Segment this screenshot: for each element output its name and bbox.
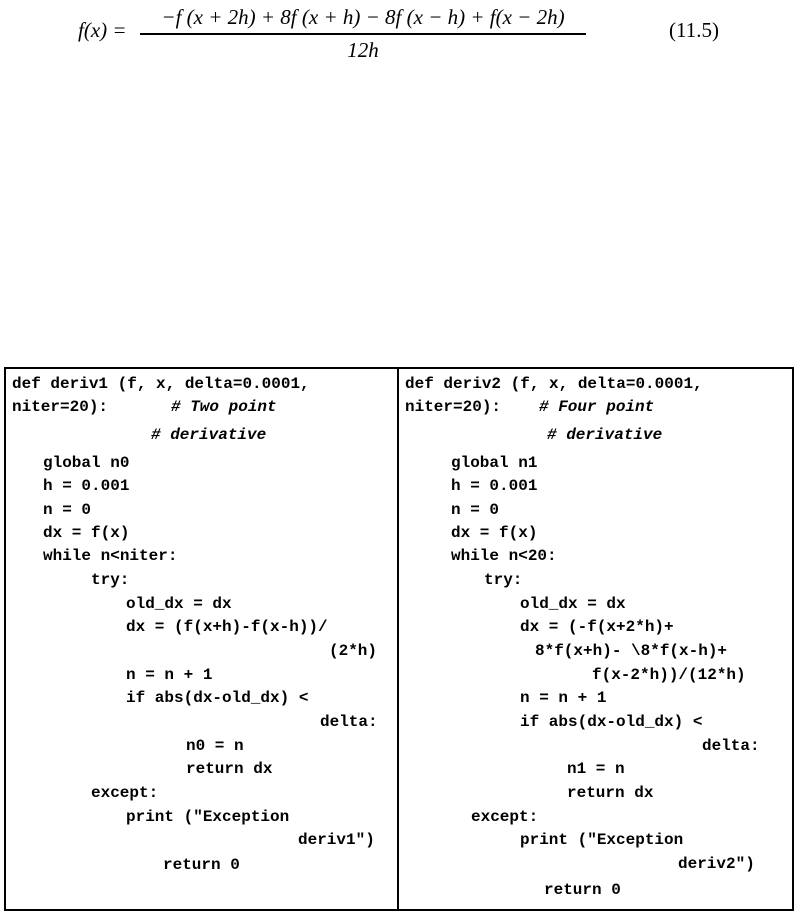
code-line: print ("Exception <box>520 831 684 849</box>
code-line: global n0 <box>43 454 130 472</box>
code-line: n = 0 <box>43 501 92 519</box>
code-line: deriv1") <box>298 831 375 849</box>
code-line: delta: <box>320 713 378 731</box>
code-line: old_dx = dx <box>520 595 626 613</box>
code-line: h = 0.001 <box>451 477 538 495</box>
code-comment: # derivative <box>151 426 267 444</box>
code-comment: # derivative <box>547 426 663 444</box>
code-line: def deriv1 (f, x, delta=0.0001, <box>12 375 310 393</box>
code-line: (2*h) <box>329 642 378 660</box>
code-line: return dx <box>567 784 654 802</box>
code-line: n = 0 <box>451 501 500 519</box>
code-line: return dx <box>186 760 273 778</box>
code-line: dx = f(x) <box>43 524 130 542</box>
code-line: try: <box>484 571 523 589</box>
code-line: n = n + 1 <box>126 666 213 684</box>
code-line: n = n + 1 <box>520 689 607 707</box>
code-line: while n<20: <box>451 547 557 565</box>
equation-fraction <box>140 2 586 62</box>
code-line: except: <box>91 784 159 802</box>
code-line: global n1 <box>451 454 538 472</box>
code-line: n1 = n <box>567 760 625 778</box>
code-line: niter=20): <box>405 398 502 416</box>
code-comment: # Four point <box>539 398 655 416</box>
equation-numerator: −f (x + 2h) + 8f (x + h) − 8f (x − h) + f(x − 2h) <box>161 5 565 29</box>
equation-number: (11.5) <box>669 18 719 42</box>
code-line: try: <box>91 571 130 589</box>
code-line: niter=20): <box>12 398 109 416</box>
code-line: return 0 <box>544 881 621 899</box>
code-line: except: <box>471 808 539 826</box>
code-line: return 0 <box>163 856 240 874</box>
code-line: def deriv2 (f, x, delta=0.0001, <box>405 375 703 393</box>
code-comment: # Two point <box>171 398 277 416</box>
code-line: 8*f(x+h)- \8*f(x-h)+ <box>535 642 728 660</box>
code-line: old_dx = dx <box>126 595 232 613</box>
code-line: if abs(dx-old_dx) < <box>126 689 309 707</box>
code-line: while n<niter: <box>43 547 178 565</box>
fraction-bar <box>140 33 586 35</box>
code-line: delta: <box>702 737 760 755</box>
code-line: dx = (-f(x+2*h)+ <box>520 618 674 636</box>
code-line: if abs(dx-old_dx) < <box>520 713 703 731</box>
equation-denominator: 12h <box>347 37 379 62</box>
code-line: n0 = n <box>186 737 244 755</box>
code-column-deriv2 <box>399 369 792 909</box>
code-line: f(x-2*h))/(12*h) <box>592 666 746 684</box>
code-line: dx = f(x) <box>451 524 538 542</box>
equation-11-5 <box>78 0 758 70</box>
code-column-deriv1 <box>6 369 399 909</box>
code-line: print ("Exception <box>126 808 290 826</box>
code-comparison-table <box>4 367 794 911</box>
equation-lhs: f(x) = <box>78 18 127 42</box>
code-line: dx = (f(x+h)-f(x-h))/ <box>126 618 328 636</box>
code-line: deriv2") <box>678 855 755 873</box>
code-line: h = 0.001 <box>43 477 130 495</box>
